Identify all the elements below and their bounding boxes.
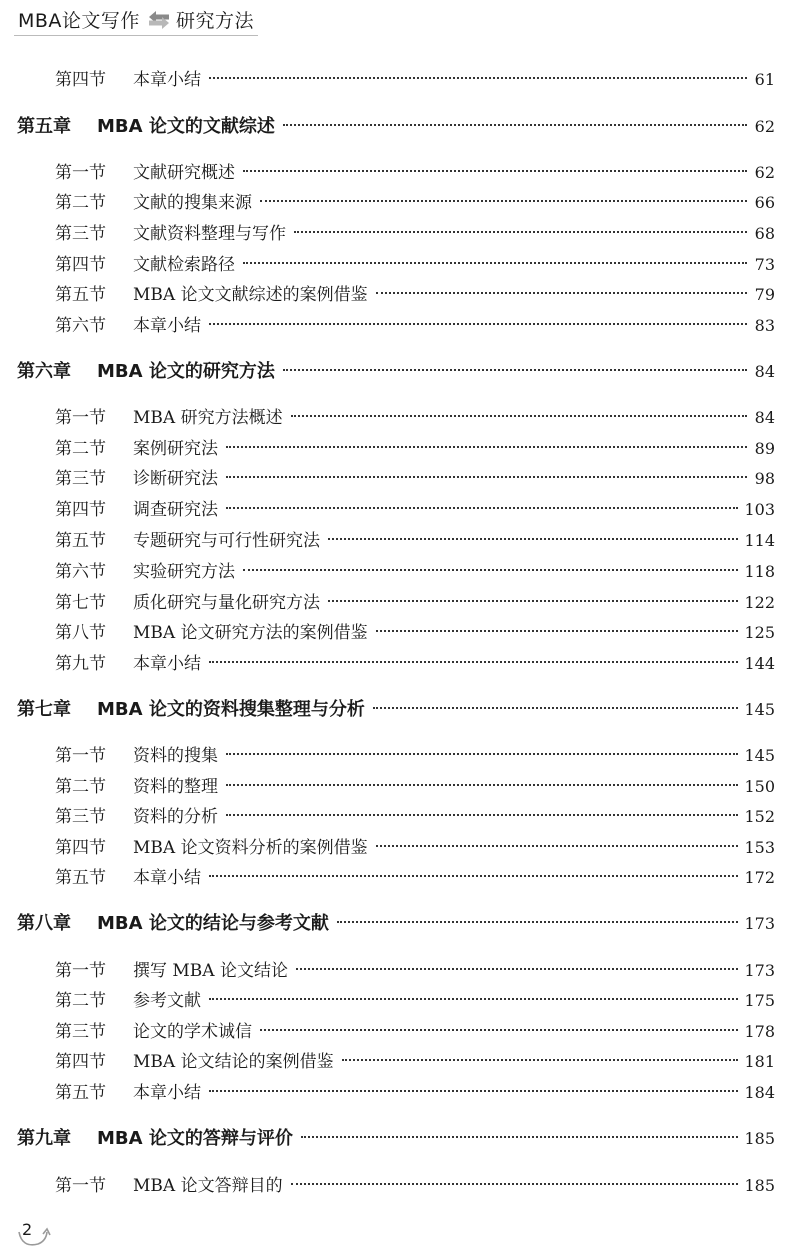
section-title: 资料的整理 <box>133 777 218 797</box>
dot-leader <box>376 291 747 294</box>
page-number: 153 <box>744 838 775 857</box>
dot-leader <box>328 599 738 602</box>
dot-leader <box>301 1135 739 1138</box>
section-title: MBA 论文文献综述的案例借鉴 <box>133 285 368 305</box>
page-number: 114 <box>744 531 775 550</box>
section-number: 第四节 <box>55 500 106 520</box>
toc-section-row[interactable] <box>55 252 775 278</box>
section-title: 本章小结 <box>133 316 201 336</box>
dot-leader <box>283 123 747 126</box>
dot-leader <box>260 1028 738 1031</box>
section-number: 第二节 <box>55 439 106 459</box>
section-number: 第六节 <box>55 316 106 336</box>
section-title: 文献检索路径 <box>133 255 235 275</box>
dot-leader <box>342 1058 739 1061</box>
section-number: 第三节 <box>55 224 106 244</box>
page-number: 79 <box>754 285 775 304</box>
page-number: 62 <box>754 117 775 136</box>
page-number: 152 <box>744 807 775 826</box>
toc-section-row[interactable] <box>55 160 775 186</box>
section-title: 资料的搜集 <box>133 746 218 766</box>
dot-leader <box>226 506 738 509</box>
toc-section-row[interactable] <box>55 466 775 492</box>
section-title: 本章小结 <box>133 868 201 888</box>
page-number: 185 <box>744 1176 775 1195</box>
page-number: 66 <box>754 193 775 212</box>
toc-section-row[interactable] <box>55 528 775 554</box>
page-number: 73 <box>754 255 775 274</box>
curved-arrow-icon <box>16 1224 52 1250</box>
dot-leader <box>209 322 747 325</box>
page-number: 98 <box>754 469 775 488</box>
chapter-number: 第六章 <box>17 361 71 382</box>
section-number: 第三节 <box>55 807 106 827</box>
toc-section-row[interactable] <box>55 313 775 339</box>
section-title: 调查研究法 <box>133 500 218 520</box>
section-title: 专题研究与可行性研究法 <box>133 531 320 551</box>
section-title: MBA 论文研究方法的案例借鉴 <box>133 623 368 643</box>
toc-section-row[interactable] <box>55 221 775 247</box>
chapter-number: 第七章 <box>17 699 71 720</box>
section-title: 撰写 MBA 论文结论 <box>133 961 288 981</box>
section-number: 第八节 <box>55 623 106 643</box>
dot-leader <box>209 1089 738 1092</box>
section-number: 第二节 <box>55 991 106 1011</box>
toc-section-row[interactable] <box>55 1173 775 1199</box>
section-title: 文献资料整理与写作 <box>133 224 286 244</box>
section-number: 第一节 <box>55 1176 106 1196</box>
toc-section-row[interactable] <box>55 651 775 677</box>
dot-leader <box>226 445 747 448</box>
section-number: 第三节 <box>55 469 106 489</box>
section-number: 第一节 <box>55 408 106 428</box>
section-title: 案例研究法 <box>133 439 218 459</box>
page-number: 172 <box>744 868 775 887</box>
section-number: 第五节 <box>55 868 106 888</box>
dot-leader <box>226 475 747 478</box>
section-title: MBA 研究方法概述 <box>133 408 283 428</box>
dot-leader <box>209 76 747 79</box>
toc-chapter-row[interactable] <box>17 114 775 140</box>
toc-section-row[interactable] <box>55 620 775 646</box>
toc-chapter-row[interactable] <box>17 697 775 723</box>
section-title: 资料的分析 <box>133 807 218 827</box>
section-title: 实验研究方法 <box>133 562 235 582</box>
section-number: 第四节 <box>55 70 106 90</box>
section-number: 第六节 <box>55 562 106 582</box>
header-divider <box>14 35 258 36</box>
dot-leader <box>226 783 738 786</box>
dot-leader <box>226 752 738 755</box>
page-number: 84 <box>754 408 775 427</box>
toc-section-row[interactable] <box>55 865 775 891</box>
page-number: 125 <box>744 623 775 642</box>
page-number: 178 <box>744 1022 775 1041</box>
chapter-title: MBA 论文的结论与参考文献 <box>97 913 329 934</box>
section-number: 第七节 <box>55 593 106 613</box>
dot-leader <box>243 169 747 172</box>
section-number: 第一节 <box>55 746 106 766</box>
dot-leader <box>260 199 747 202</box>
section-number: 第五节 <box>55 1083 106 1103</box>
header-book-title: MBA论文写作 <box>18 10 140 32</box>
section-number: 第九节 <box>55 654 106 674</box>
chapter-number: 第九章 <box>17 1128 71 1149</box>
dot-leader <box>209 874 738 877</box>
chapter-title: MBA 论文的文献综述 <box>97 116 275 137</box>
chapter-title: MBA 论文的资料搜集整理与分析 <box>97 699 365 720</box>
toc-section-row[interactable] <box>55 190 775 216</box>
dot-leader <box>243 568 738 571</box>
header-subtitle: 研究方法 <box>176 10 255 32</box>
section-number: 第四节 <box>55 255 106 275</box>
section-number: 第五节 <box>55 285 106 305</box>
section-number: 第四节 <box>55 838 106 858</box>
section-number: 第一节 <box>55 961 106 981</box>
dot-leader <box>243 261 747 264</box>
section-title: 诊断研究法 <box>133 469 218 489</box>
section-title: 本章小结 <box>133 1083 201 1103</box>
chapter-number: 第五章 <box>17 116 71 137</box>
toc-section-row[interactable] <box>55 774 775 800</box>
section-title: MBA 论文结论的案例借鉴 <box>133 1052 334 1072</box>
dot-leader <box>291 1182 739 1185</box>
page-number: 68 <box>754 224 775 243</box>
dot-leader <box>376 844 739 847</box>
chapter-title: MBA 论文的研究方法 <box>97 361 275 382</box>
toc-chapter-row[interactable] <box>17 1126 775 1152</box>
toc-section-row[interactable] <box>55 497 775 523</box>
toc-section-row[interactable] <box>55 590 775 616</box>
page-number: 83 <box>754 316 775 335</box>
section-title: 论文的学术诚信 <box>133 1022 252 1042</box>
toc-section-row[interactable] <box>55 835 775 861</box>
footer-page-number: 2 <box>22 1220 33 1239</box>
toc-section-row[interactable] <box>55 743 775 769</box>
section-title: MBA 论文资料分析的案例借鉴 <box>133 838 368 858</box>
page-number: 145 <box>744 700 775 719</box>
dot-leader <box>209 660 738 663</box>
dot-leader <box>283 368 747 371</box>
section-number: 第二节 <box>55 193 106 213</box>
page-number: 173 <box>744 961 775 980</box>
dot-leader <box>226 813 738 816</box>
toc-section-row[interactable] <box>55 282 775 308</box>
toc-section-row[interactable] <box>55 405 775 431</box>
toc-section-row[interactable] <box>55 67 775 93</box>
page-number: 185 <box>744 1129 775 1148</box>
running-header <box>0 0 790 40</box>
section-title: 本章小结 <box>133 654 201 674</box>
section-number: 第五节 <box>55 531 106 551</box>
section-number: 第二节 <box>55 777 106 797</box>
toc-section-row[interactable] <box>55 988 775 1014</box>
dot-leader <box>328 537 738 540</box>
chapter-title: MBA 论文的答辩与评价 <box>97 1128 293 1149</box>
toc-section-row[interactable] <box>55 804 775 830</box>
toc-section-row[interactable] <box>55 958 775 984</box>
section-title: 质化研究与量化研究方法 <box>133 593 320 613</box>
toc-section-row[interactable] <box>55 436 775 462</box>
page-number: 144 <box>744 654 775 673</box>
section-number: 第三节 <box>55 1022 106 1042</box>
dot-leader <box>209 997 738 1000</box>
dot-leader <box>291 414 747 417</box>
double-arrow-icon <box>146 9 172 31</box>
page-number: 145 <box>744 746 775 765</box>
page-number: 184 <box>744 1083 775 1102</box>
section-number: 第四节 <box>55 1052 106 1072</box>
dot-leader <box>294 230 747 233</box>
page-number: 181 <box>744 1052 775 1071</box>
toc-section-row[interactable] <box>55 1049 775 1075</box>
toc-section-row[interactable] <box>55 1080 775 1106</box>
toc-section-row[interactable] <box>55 1019 775 1045</box>
section-title: MBA 论文答辩目的 <box>133 1176 283 1196</box>
dot-leader <box>373 706 739 709</box>
toc-chapter-row[interactable] <box>17 359 775 385</box>
toc-section-row[interactable] <box>55 559 775 585</box>
toc-chapter-row[interactable] <box>17 911 775 937</box>
section-title: 本章小结 <box>133 70 201 90</box>
page-number: 173 <box>744 914 775 933</box>
section-number: 第一节 <box>55 163 106 183</box>
section-title: 参考文献 <box>133 991 201 1011</box>
section-title: 文献的搜集来源 <box>133 193 252 213</box>
page-number: 84 <box>754 362 775 381</box>
page-number: 122 <box>744 593 775 612</box>
page-number: 89 <box>754 439 775 458</box>
chapter-number: 第八章 <box>17 913 71 934</box>
dot-leader <box>296 967 738 970</box>
page-number: 118 <box>744 562 775 581</box>
page-number: 150 <box>744 777 775 796</box>
page-number: 103 <box>744 500 775 519</box>
dot-leader <box>376 629 739 632</box>
page-number: 61 <box>754 70 775 89</box>
dot-leader <box>337 920 739 923</box>
page-number: 62 <box>754 163 775 182</box>
page-number: 175 <box>744 991 775 1010</box>
section-title: 文献研究概述 <box>133 163 235 183</box>
